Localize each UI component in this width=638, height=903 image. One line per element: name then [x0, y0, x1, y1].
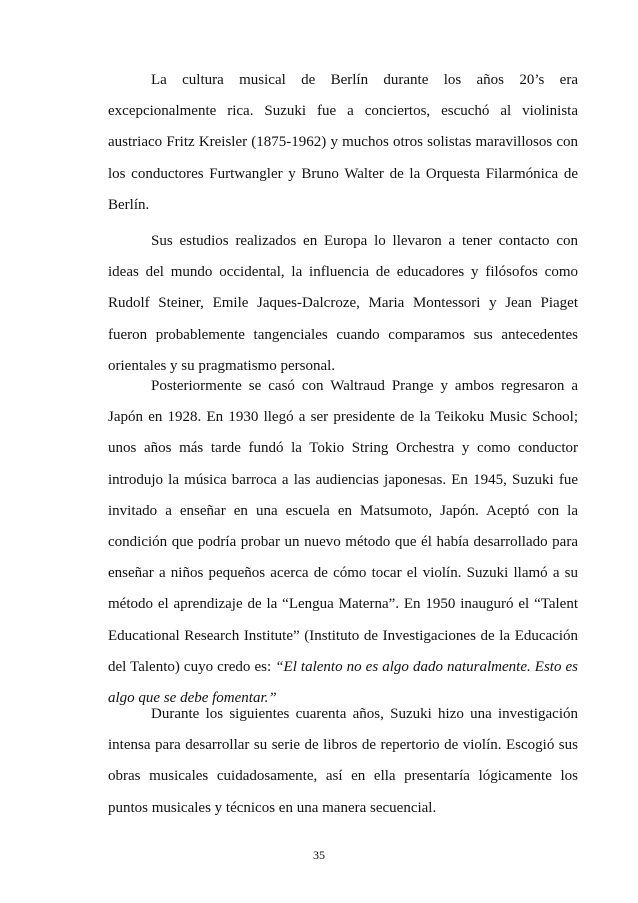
paragraph-1-block — [108, 65, 578, 221]
paragraph-4: Durante los siguientes cuarenta años, Suzuki hizo una investigación intensa para desarrollar su serie de libros de repertorio de violín. Escogió sus obras musicales cuidadosamente, así en ella presentaría lógicamente los puntos musicales y técnicos en una manera secuencial. — [108, 706, 578, 816]
paragraph-3-block — [108, 371, 578, 714]
paragraph-1: La cultura musical de Berlín durante los años 20’s era excepcionalmente rica. Suzuki fue a conciertos, escuchó al violinista austriaco Fritz Kreisler (1875-1962) y muchos otros solistas maravillosos con los conductores Furtwangler y Bruno Walter de la Orquesta Filarmónica de Berlín. — [108, 72, 578, 213]
paragraph-2-block — [108, 226, 578, 382]
paragraph-3 — [108, 371, 578, 714]
paragraph-2: Sus estudios realizados en Europa lo llevaron a tener contacto con ideas del mundo occidental, la influencia de educadores y filósofos como Rudolf Steiner, Emile Jaques-Dalcroze, Maria Montessori y Jean Piaget fueron probablemente tangenciales cuando comparamos sus antecedentes orientales y su pragmatismo personal. — [108, 233, 578, 374]
page-number: 35 — [313, 848, 325, 862]
paragraph-3-text: Posteriormente se casó con Waltraud Prange y ambos regresaron a Japón en 1928. En 1930 llegó a ser presidente de la Teikoku Music School; unos años más tarde fundó la Tokio String Orchestra y como conductor introdujo la música barroca a las audiencias japonesas. En 1945, Suzuki fue invitado a enseñar en una escuela en Matsumoto, Japón. Aceptó con la condición que podría probar un nuevo método que él había desarrollado para enseñar a niños pequeños acerca de cómo tocar el violín. Suzuki llamó a su método el aprendizaje de la “Lengua Materna”. En 1950 inauguró el “Talent Educational Research Institute” (Instituto de Investigaciones de la Educación del Talento) cuyo credo es: — [108, 378, 578, 675]
talent-credo-quote: “El talento no es algo dado naturalmente. Esto es algo que se debe fomentar.” — [108, 658, 578, 707]
paragraph-4-block — [108, 699, 578, 824]
